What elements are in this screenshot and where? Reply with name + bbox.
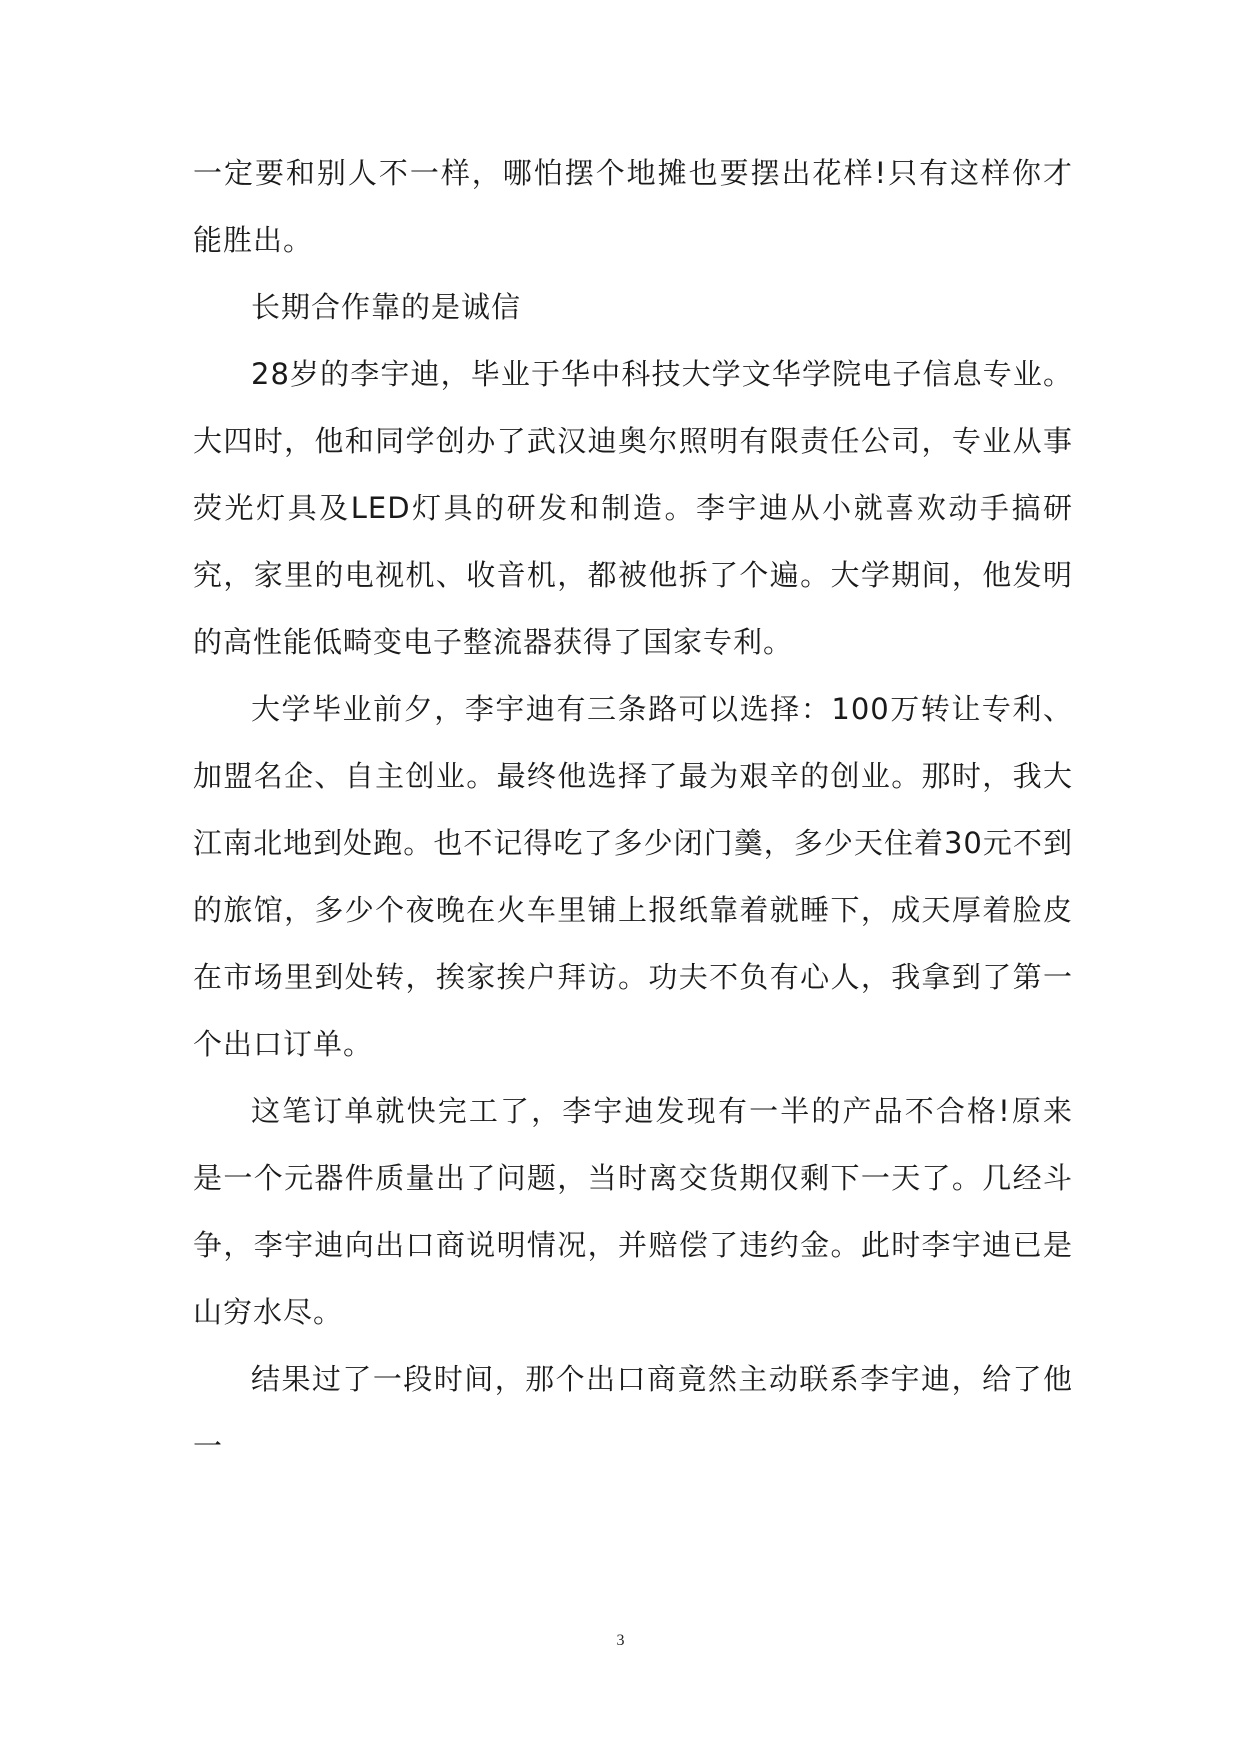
paragraph: 28岁的李宇迪，毕业于华中科技大学文华学院电子信息专业。大四时，他和同学创办了武汉迪奥尔照明有限责任公司，专业从事荧光灯具及LED灯具的研发和制造。李宇迪从小就喜欢动手搞研究，家里的电视机、收音机，都被他拆了个遍。大学期间，他发明的高性能低畸变电子整流器获得了国家专利。 — [193, 357, 1073, 659]
page-number: 3 — [616, 1632, 625, 1649]
body-text — [193, 140, 1073, 1480]
paragraph: 结果过了一段时间，那个出口商竟然主动联系李宇迪，给了他一 — [193, 1362, 1073, 1463]
section-heading: 长期合作靠的是诚信 — [251, 290, 522, 324]
paragraph: 大学毕业前夕，李宇迪有三条路可以选择：100万转让专利、加盟名企、自主创业。最终他选择了最为艰辛的创业。那时，我大江南北地到处跑。也不记得吃了多少闭门羹，多少天住着30元不到的旅馆，多少个夜晚在火车里铺上报纸靠着就睡下，成天厚着脸皮在市场里到处转，挨家挨户拜访。功夫不负有心人，我拿到了第一个出口订单。 — [193, 692, 1073, 1061]
paragraph: 一定要和别人不一样，哪怕摆个地摊也要摆出花样!只有这样你才能胜出。 — [193, 156, 1073, 257]
paragraph: 这笔订单就快完工了，李宇迪发现有一半的产品不合格!原来是一个元器件质量出了问题，当时离交货期仅剩下一天了。几经斗争，李宇迪向出口商说明情况，并赔偿了违约金。此时李宇迪已是山穷水尽。 — [193, 1094, 1073, 1329]
